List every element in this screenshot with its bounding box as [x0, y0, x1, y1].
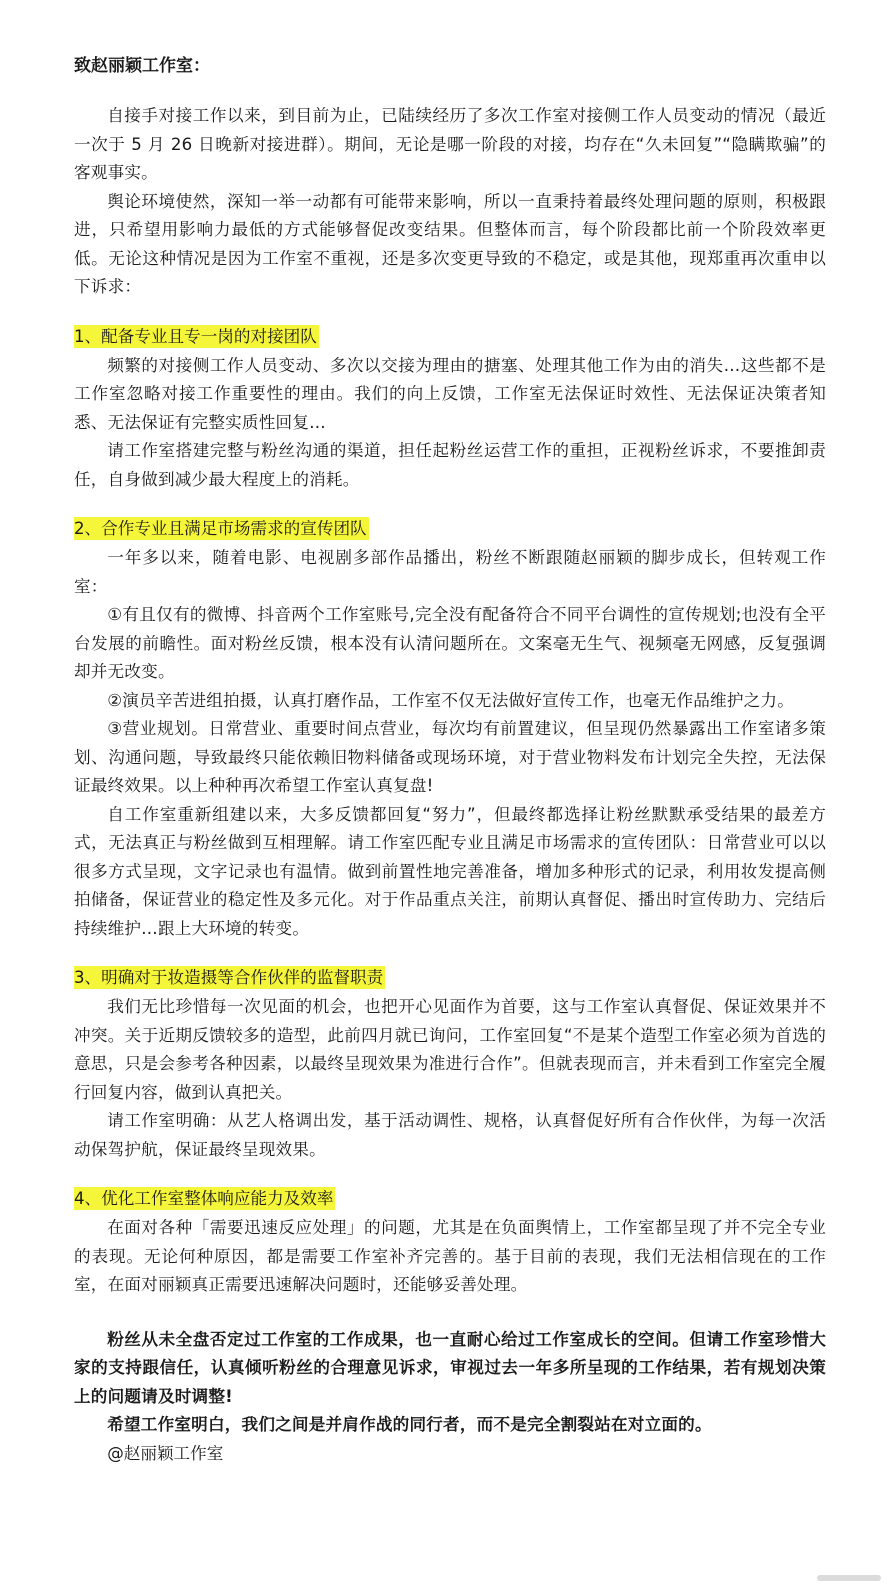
intro-block: [74, 102, 826, 302]
section-heading: [74, 1184, 826, 1214]
section-3: [74, 963, 826, 1164]
section-paragraph: 一年多以来，随着电影、电视剧多部作品播出，粉丝不断跟随赵丽颖的脚步成长，但转观工作室：: [74, 548, 826, 596]
section-heading-highlight: 1、配备专业且专一岗的对接团队: [74, 326, 317, 346]
section-paragraph: ③营业规划。日常营业、重要时间点营业，每次均有前置建议，但呈现仍然暴露出工作室诸多策划、沟通问题，导致最终只能依赖旧物料储备或现场环境，对于营业物料发布计划完全失控，无法保证最终效果。以上种种再次希望工作室认真复盘!: [74, 719, 826, 795]
section-1: [74, 322, 826, 495]
section-heading: [74, 514, 826, 544]
signature: @赵丽颖工作室: [107, 1443, 224, 1463]
section-heading-highlight: 4、优化工作室整体响应能力及效率: [74, 1189, 334, 1208]
section-paragraph: 请工作室明确：从艺人格调出发，基于活动调性、规格，认真督促好所有合作伙伴，为每一次活动保驾护航，保证最终呈现效果。: [74, 1111, 826, 1159]
section-paragraph: ①有且仅有的微博、抖音两个工作室账号,完全没有配备符合不同平台调性的宣传规划;也没有全平台发展的前瞻性。面对粉丝反馈，根本没有认清问题所在。文案毫无生气、视频毫无网感，反复强调却并无改变。: [74, 605, 826, 681]
section-paragraph: 我们无比珍惜每一次见面的机会，也把开心见面作为首要，这与工作室认真督促、保证效果并不冲突。关于近期反馈较多的造型，此前四月就已询问，工作室回复“不是某个造型工作室必须为首选的意思，只是会参考各种因素，以最终呈现效果为准进行合作”。但就表现而言，并未看到工作室完全履行回复内容，做到认真把关。: [74, 997, 826, 1102]
section-paragraph: 请工作室搭建完整与粉丝沟通的渠道，担任起粉丝运营工作的重担，正视粉丝诉求，不要推卸责任，自身做到减少最大程度上的消耗。: [74, 441, 826, 489]
intro-paragraph: 自接手对接工作以来，到目前为止，已陆续经历了多次工作室对接侧工作人员变动的情况（最近一次于 5 月 26 日晚新对接进群）。期间，无论是哪一阶段的对接，均存在“久未回复”“隐瞒欺骗”的客观事实。: [74, 106, 826, 182]
letter-document: [74, 52, 826, 1468]
watermark-logo: [817, 1572, 881, 1584]
section-paragraph: 频繁的对接侧工作人员变动、多次以交接为理由的搪塞、处理其他工作为由的消失…这些都不是工作室忽略对接工作重要性的理由。我们的向上反馈，工作室无法保证时效性、无法保证决策者知悉、无法保证有完整实质性回复…: [74, 355, 826, 432]
section-2: [74, 514, 826, 943]
section-4: [74, 1184, 826, 1300]
closing-paragraph: 粉丝从未全盘否定过工作室的工作成果，也一直耐心给过工作室成长的空间。但请工作室珍惜大家的支持跟信任，认真倾听粉丝的合理意见诉求，审视过去一年多所呈现的工作结果，若有规划决策上的问题请及时调整!: [74, 1329, 826, 1406]
section-paragraph: 自工作室重新组建以来，大多反馈都回复“努力”，但最终都选择让粉丝默默承受结果的最差方式，无法真正与粉丝做到互相理解。请工作室匹配专业且满足市场需求的宣传团队：日常营业可以以很多方式呈现，文字记录也有温情。做到前置性地完善准备，增加多种形式的记录，利用妆发提高侧拍储备，保证营业的稳定性及多元化。对于作品重点关注，前期认真督促、播出时宣传助力、完结后持续维护…跟上大环境的转变。: [74, 804, 826, 938]
section-paragraph: ②演员辛苦进组拍摄，认真打磨作品，工作室不仅无法做好宣传工作，也毫无作品维护之力。: [107, 690, 795, 710]
section-heading: [74, 322, 826, 352]
section-heading: [74, 963, 826, 993]
letter-title: 致赵丽颖工作室：: [74, 56, 210, 76]
section-heading-highlight: 2、合作专业且满足市场需求的宣传团队: [74, 519, 367, 538]
intro-paragraph: 舆论环境使然，深知一举一动都有可能带来影响，所以一直秉持着最终处理问题的原则，积极跟进，只希望用影响力最低的方式能够督促改变结果。但整体而言，每个阶段都比前一个阶段效率更低。无论这种情况是因为工作室不重视，还是多次变更导致的不稳定，或是其他，现郑重再次重申以下诉求：: [74, 191, 826, 296]
closing-block: [74, 1326, 826, 1440]
section-paragraph: 在面对各种「需要迅速反应处理」的问题，尤其是在负面舆情上，工作室都呈现了并不完全专业的表现。无论何种原因，都是需要工作室补齐完善的。基于目前的表现，我们无法相信现在的工作室，在面对丽颖真正需要迅速解决问题时，还能够妥善处理。: [74, 1218, 826, 1294]
closing-paragraph: 希望工作室明白，我们之间是并肩作战的同行者，而不是完全割裂站在对立面的。: [107, 1415, 712, 1434]
section-heading-highlight: 3、明确对于妆造摄等合作伙伴的监督职责: [74, 968, 384, 987]
